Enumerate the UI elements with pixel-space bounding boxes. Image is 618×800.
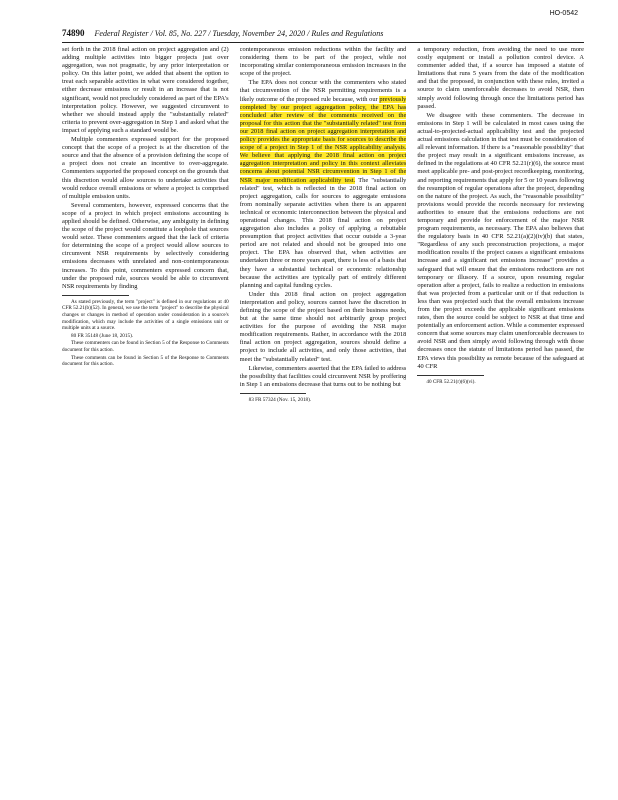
- paragraph: We disagree with these commenters. The decrease in emissions in Step 1 will be calculated in most cases using the actual-to-projected-actual applicability test and the projected actual emissions calculation in that test must be consideration of all relevant information. If there is a "reasonable possibility" that the project may result in a significant emissions increase, as defined in the regulations at 40 CFR 52.21(r)(6), the source must meet applicable pre- and post-project recordkeeping, monitoring, and reporting requirements that apply for 5 or 10 years following the resumption of regular operations after the project, depending on the nature of the project. As such, the "reasonable possibility" provisions would provide the records necessary for reviewing authorities to ensure that the emissions reductions are not temporary and provide for enforcement of the major NSR program requirements, as necessary. The EPA also believes that the regulatory basis in 40 CFR 52.21(a)(2)(iv)(b) that states, "Regardless of any such preconstruction projections, a major modification results if the project causes a significant emissions increase and a significant net emissions increase" provides a safeguard that will ensure that the emissions reductions are not temporary or illusory. If a source, upon resuming regular operation after a project, fails to realize a reduction in emissions that was projected from a particular unit or if that reduction is less than was projected such that the overall emissions increase from the project exceeds the applicable significant emissions rates, then the source could be subject to NSR at that time and potentially an enforcement action. While a commenter expressed concern that some sources may claim unenforceable decreases to avoid NSR and then simply avoid following through with those decreases once the statute of limitations period has passed, the EPA views this possibility as remote because of the safeguard at 40 CFR: [417, 111, 585, 370]
- column-middle: [240, 46, 407, 740]
- footnote: 40 CFR 52.21(r)(6)(vi).: [426, 378, 476, 385]
- document-number: HO-0542: [549, 10, 578, 17]
- footnote: As stated previously, the term "project" is defined in our regulations at 40 CFR 52.21(b)(52). In general, we use the term "project" to describe the physical changes or changes in method of operation under consideration in a source's modification, which may include the activities of a single emissions unit or multiple units at a source.: [62, 298, 229, 332]
- footnote: These commenters can be found in Section 5 of the Response to Comments document for this action.: [62, 340, 229, 353]
- column-left: [62, 46, 229, 740]
- text-columns: [62, 46, 584, 740]
- publication-title: Federal Register / Vol. 85, No. 227 / Tuesday, November 24, 2020 / Rules and Regulations: [94, 29, 384, 38]
- highlighted-text: previously completed by our project aggregation policy, the EPA has concluded after review of the comments received on the proposal for this action that the "substantially related" test from our 2018 final action on project aggregation interpretation and policy provides the appropriate basis for sources to describe the scope of a project in Step 1 of the NSR applicability analysis. We believe that applying the 2018 final action on project aggregation interpretation and policy in this context alleviates concerns about potential NSR circumvention in Step 1 of the NSR major modification applicability test.: [239, 95, 407, 184]
- page-header: [62, 28, 584, 43]
- paragraph: set forth in the 2018 final action on project aggregation and (2) adding multiple activities into bigger projects just over aggregation, was not pragmatic, by any prior interpretation or policy. On this latter point, we added that absent the option to treat each separable activities in what were considered together, either decrease emissions or result in an increase that is not significant, would not precludely considered as part of the EPA's interpretation policy. However, we suggested circumvent to whether we should instead apply the "substantially related" criteria to prevent over-aggregation in Step 1 and asked what the impact of applying such a standard would be.: [62, 46, 229, 134]
- footnote: These comments can be found in Section 5 of the Response to Comments document for this action.: [62, 354, 229, 368]
- footnote: 83 FR 57324 (Nov. 15, 2018).: [248, 396, 312, 403]
- footnote-divider: [417, 375, 484, 376]
- paragraph: Multiple commenters expressed support for the proposed concept that the scope of a project is at the discretion of the source and that the absence of a provision defining the scope of a project does not create an incentive to over-aggregate. Commenters supported the proposed concept on the grounds that this discretion would allow sources to undertake activities that would reduce overall emissions or where a project is comprised of multiple emission units.: [62, 136, 229, 200]
- page-number: 74890: [62, 28, 85, 38]
- paragraph: Several commenters, however, expressed concerns that the scope of a project in which project emissions accounting is applied should be defined. Otherwise, any ambiguity in defining the scope of the project would constitute a loophole that sources would seize. These commenters argued that the lack of criteria for determining the scope of a project would allow sources to circumvent NSR requirements by selectively considering emissions decreases with unrelated and non-contemporaneous increases. To this point, commenters expressed concern that, under the proposed rule, sources would be able to circumvent NSR requirements by finding: [62, 201, 229, 290]
- paragraph: a temporary reduction, from avoiding the need to use more costly equipment or install a pollution control device. A commenter added that, if a source has imposed a statute of limitations that runs 5 years from the date of the modification and that the proposed, in conjunction with these rules, invited a source to claim unenforceable decreases to avoid NSR, then simply avoid following through once the limitations period has passed.: [417, 46, 585, 110]
- paragraph: Likewise, commenters asserted that the EPA failed to address the possibility that facilities could circumvent NSR by proffering in Step 1 an emissions decrease that turns out to be nothing but: [239, 364, 407, 388]
- paragraph-with-highlight: [240, 79, 407, 289]
- footnote-divider: [240, 393, 307, 394]
- paragraph-text: The EPA does not concur with the commenters who stated that circumvention of the NSR permitting requirements is a likely outcome of the proposed rule because, with our: [239, 79, 407, 103]
- paragraph: Under this 2018 final action on project aggregation interpretation and policy, sources cannot have the discretion in defining the scope of the project based on their business needs, but at the same time should not arbitrarily group project activities for the purpose of avoiding the NSR major modification requirements. Rather, in accordance with the 2018 final action on project aggregation, sources should define a project to include all activities, and only those activities, that meet the "substantially related" test.: [239, 290, 407, 363]
- paragraph: contemporaneous emission reductions within the facility and considering them to be part of the project, while not incorporating similar contemporaneous emission increases in the scope of the project.: [239, 46, 407, 78]
- footnote: 80 FR 35148 (June 18, 2015).: [71, 332, 134, 339]
- footnote-divider: [62, 295, 129, 296]
- paragraph-text: The "substantially related" test, which is reflected in the 2018 final action on project aggregation, calls for sources to aggregate emissions from nominally separate activities when there is an apparent technical or economic interconnection between the physical and operational changes. This 2018 final action on project aggregation also includes a policy of applying a rebuttable presumption that project activities that occur outside a 3-year period are not related and should not be grouped into one project. The EPA has observed that, when activities are undertaken three or more years apart, there is less of a basis that they have a substantial technical or economic relationship because the activities are typically part of entirely different planning and capital funding cycles.: [239, 176, 407, 289]
- column-right: [417, 46, 584, 740]
